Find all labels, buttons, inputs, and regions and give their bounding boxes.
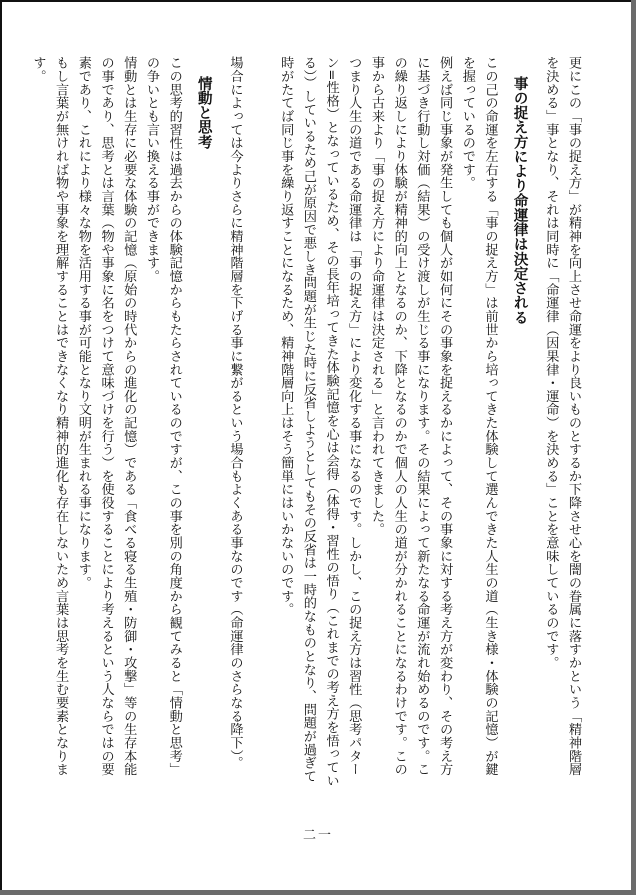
paragraph: 場合によっては今よりさらに精神階層を下げる事に繋がるという場合もよくある事なのです（命運律のさらなる降下）。: [227, 56, 243, 770]
paragraph: この己の命運を左右する「事の捉え方」は前世から培ってきた体験して選んできた人生の道（生き様・体験の記憶）が鍵を握っているのです。: [459, 56, 498, 776]
section-heading-fate-law: 事の捉え方により命運律は決定される: [511, 76, 528, 325]
page-shadow-bottom: [0, 890, 636, 895]
page-border-top: [0, 0, 636, 2]
page-number: 二一: [302, 828, 333, 843]
paragraph: この思考的習性は過去からの体験記憶からもたらされているのですが、この事を別の角度から観てみると「情動と思考」の争いとも言い換える事ができます。: [143, 56, 182, 776]
paragraph: 情動とは生存に必要な体験の記憶（原始の時代からの進化の記憶）である「食べる寝る生殖・防御・攻撃」等の生存本能の事であり、思考とは言葉（物や事象に名をつけて意味づけを行う）を使役することにより考えるという人ならではの要素であり、これにより様々な物を活用する事が可能となり文明が生まれる事になります。: [75, 56, 137, 776]
paragraph: つまり人生の道である命運律は「事の捉え方」により変化する事になるのです。しかし、この捉え方は習性（思考パターン=性格）となっているため、その長年培ってきた体験記憶を心は会得（体得・習性の悟り（これまでの考え方を悟っている））しているため己が原因で悪しき問題が生じた時に反省しようとしてもその反省は一時的なものとなり、問題が過ぎて時がたてば同じ事を繰り返すことになるため、精神階層向上はそう簡単にはいかないのです。: [278, 56, 362, 788]
paragraph: 例えば同じ事象が発生しても個人が如何にその事象を捉えるかによって、その事象に対する考え方が変わり、その考え方に基づき行動し対価（結果）の受け渡しが生じる事になります。その結果によって新たなる命運が流れ始めるのです。この繰り返しにより体験が精神的向上となるのか、下降となるのかで個人の人生の道が分かれることになるわけです。この事から古来より「事の捉え方により命運律は決定される」と言われてきました。: [368, 56, 453, 776]
paragraph: もし言葉が無ければ物や事象を理解することはできなくなり精神的進化も存在しないため言葉は思考を生む要素となります。: [30, 56, 69, 776]
page-border-left: [0, 0, 2, 895]
intro-paragraph: 更にこの「事の捉え方」が精神を向上させ命運をより良いものとするか下降させ心を闇の眷属に落すかという「精神階層を決める」事となり、それは同時に「命運律（因果律・運命）を決める」ことを意味しているのです。: [543, 56, 581, 776]
vertical-text-body: [30, 56, 584, 788]
section-heading-emotion-thought: 情動と思考: [195, 76, 212, 150]
page-shadow-right: [631, 0, 636, 895]
